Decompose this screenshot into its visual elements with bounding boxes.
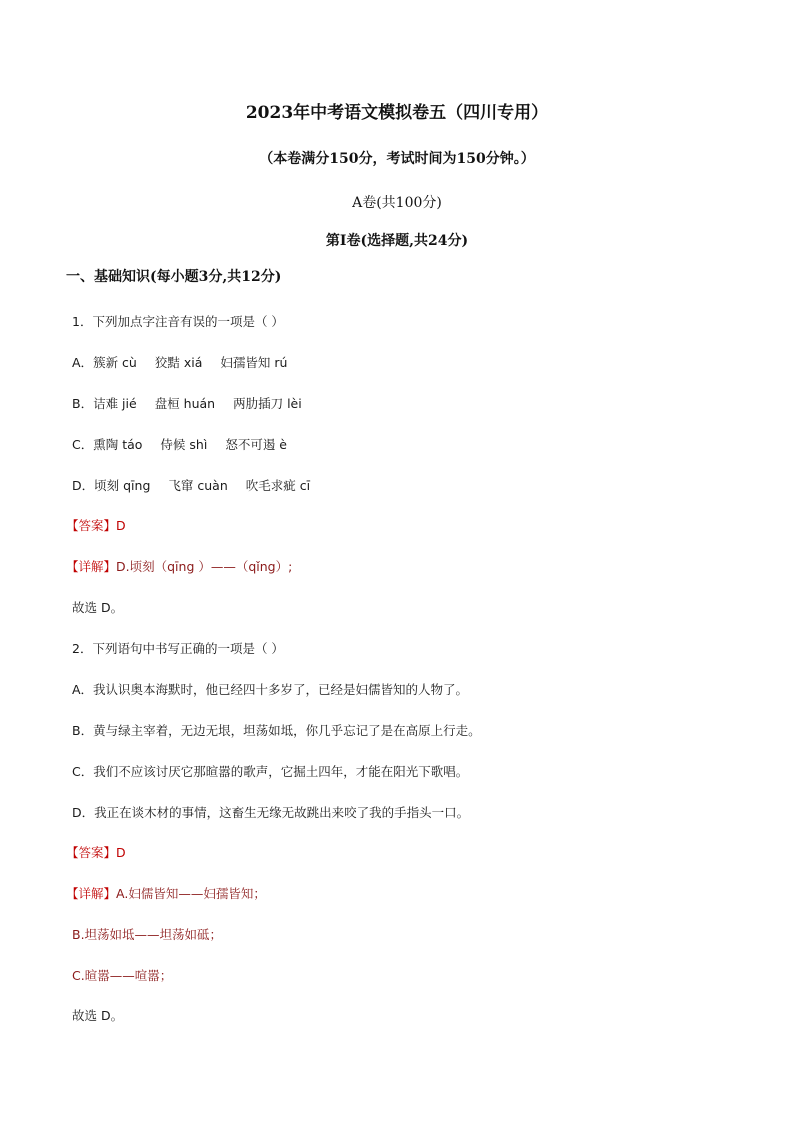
detail-label: 【详解】 <box>66 559 117 574</box>
question-1-option-b <box>72 394 302 412</box>
answer-value: D <box>116 518 126 533</box>
question-1-answer <box>66 516 126 534</box>
exam-info: （本卷满分150分，考试时间为150分钟。） <box>259 151 535 167</box>
question-2-detail-c: C.暄嚣——喧嚣； <box>72 968 173 983</box>
section-heading: 一、基础知识(每小题3分,共12分) <box>66 269 282 285</box>
answer-label: 【答案】 <box>66 845 117 860</box>
answer-label: 【答案】 <box>66 518 117 533</box>
option-item: 侍候 shì <box>160 437 208 452</box>
question-1-conclusion: 故选 D。 <box>72 600 124 615</box>
question-2-option-d: D．我正在谈木材的事情，这畜生无缘无故跳出来咬了我的手指头一口。 <box>72 805 470 820</box>
volume-one-heading: 第Ⅰ卷(选择题,共24分) <box>325 233 469 249</box>
question-2-stem: 2．下列语句中书写正确的一项是（ ） <box>72 641 284 656</box>
option-item: 怒不可遏 è <box>225 437 287 452</box>
option-item: 飞窜 cuàn <box>168 478 228 493</box>
question-2-answer <box>66 843 126 861</box>
option-item: 顷刻 qīng <box>94 478 151 493</box>
option-item: 狡黠 xiá <box>154 355 203 370</box>
page-title: 2023年中考语文模拟卷五（四川专用） <box>245 103 549 123</box>
option-prefix: B． <box>72 396 94 411</box>
question-1-option-a <box>72 353 287 371</box>
question-2-option-c: C．我们不应该讨厌它那暄嚣的歌声，它掘土四年，才能在阳光下歌唱。 <box>72 764 469 779</box>
question-1-stem: 1．下列加点字注音有误的一项是（ ） <box>72 314 284 329</box>
detail-text: A.妇儒皆知——妇孺皆知； <box>116 886 266 901</box>
option-item: 熏陶 táo <box>93 437 143 452</box>
question-2-conclusion: 故选 D。 <box>72 1008 124 1023</box>
option-item: 吹毛求疵 cī <box>245 478 311 493</box>
detail-text: D.顷刻（qīng ）——（qǐng）; <box>116 559 293 574</box>
option-prefix: C． <box>72 437 94 452</box>
question-1-detail <box>66 557 292 575</box>
option-item: 盘桓 huán <box>154 396 216 411</box>
option-item: 诘难 jié <box>93 396 137 411</box>
option-prefix: A． <box>72 355 94 370</box>
option-prefix: D． <box>72 478 95 493</box>
volume-a-heading: A卷(共100分) <box>352 195 442 211</box>
question-2-detail-b: B.坦荡如坻——坦荡如砥； <box>72 927 223 942</box>
detail-label: 【详解】 <box>66 886 117 901</box>
option-item: 簇新 cù <box>93 355 137 370</box>
question-1-option-d <box>72 476 310 494</box>
option-item: 两肋插刀 lèi <box>233 396 302 411</box>
option-item: 妇孺皆知 rú <box>220 355 288 370</box>
question-2-option-a: A．我认识奥本海默时，他已经四十多岁了，已经是妇儒皆知的人物了。 <box>72 682 469 697</box>
answer-value: D <box>116 845 126 860</box>
question-2-option-b: B．黄与绿主宰着，无边无垠，坦荡如坻，你几乎忘记了是在高原上行走。 <box>72 723 481 738</box>
question-1-option-c <box>72 435 287 453</box>
question-2-detail-a <box>66 884 266 902</box>
